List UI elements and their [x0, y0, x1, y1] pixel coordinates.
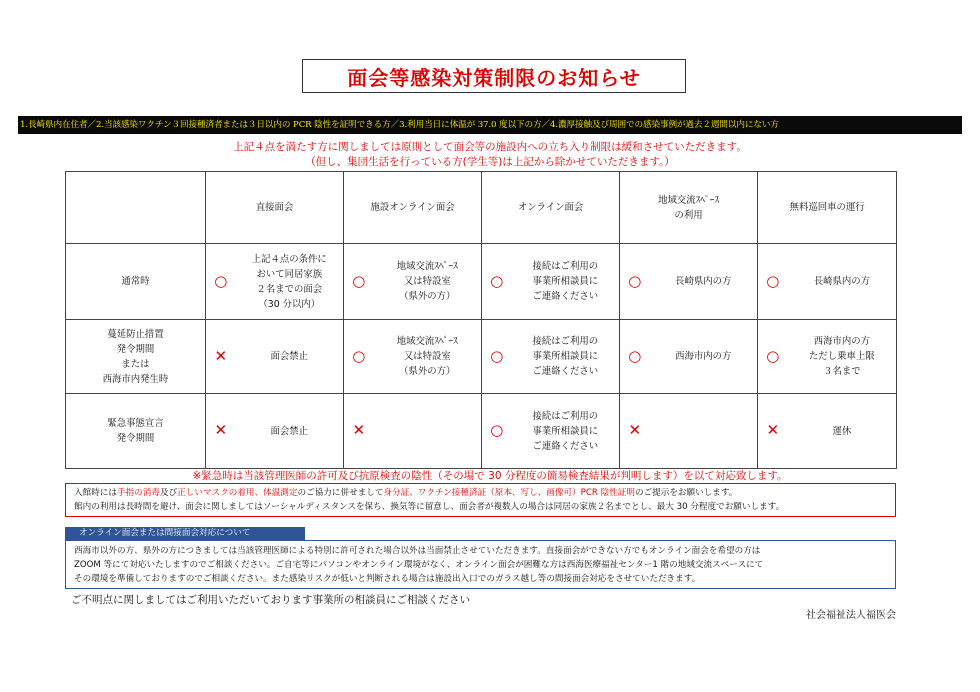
mark-cell [344, 320, 374, 394]
row-label: 蔓延防止措置 発令期間 または 西海市内発生時 [66, 320, 206, 394]
mark-cell [620, 244, 650, 320]
prohibited-mark-icon: ✕ [352, 421, 366, 439]
allowed-mark-icon: ○ [352, 346, 366, 365]
allowed-mark-icon: ○ [628, 346, 642, 365]
online-line-3: その環境を準備しておりますのでご相談ください。また感染リスクが低いと判断される場合は施設出入口でのガラス越し等の間接面会対応をさせていただきます。 [74, 574, 701, 584]
allowed-mark-icon: ○ [766, 346, 780, 365]
allowed-mark-icon: ○ [490, 346, 504, 365]
mark-cell [758, 394, 788, 469]
cell-text [374, 394, 482, 469]
column-header: 直接面会 [206, 172, 344, 244]
mark-cell [482, 244, 512, 320]
notice-highlight: 手指の消毒 [116, 488, 160, 498]
cell-text: 面会禁止 [236, 320, 344, 394]
allowed-mark-icon: ○ [214, 271, 228, 290]
online-section-box [65, 540, 896, 589]
column-header: 無料巡回車の運行 [758, 172, 897, 244]
mark-cell [344, 244, 374, 320]
cell-text: 面会禁止 [236, 394, 344, 469]
cell-text: 運休 [788, 394, 897, 469]
cell-text: 接続はご利用の 事業所相談員に ご連絡ください [512, 394, 620, 469]
mark-cell [344, 394, 374, 469]
cell-text: 長崎県内の方 [788, 244, 897, 320]
cell-text: 上記４点の条件に おいて同居家族 ２名までの面会 （30 分以内） [236, 244, 344, 320]
mark-cell [758, 320, 788, 394]
mark-cell [482, 394, 512, 469]
emergency-note: ※緊急時は当該管理医師の許可及び抗原検査の陰性（その場で 30 分程度の簡易検査結果が判明します）を以て対応致します。 [192, 470, 788, 482]
table-row [66, 394, 897, 469]
allowed-mark-icon: ○ [352, 271, 366, 290]
notice-text: のご協力に併せまして [297, 488, 384, 498]
column-header: オンライン面会 [482, 172, 620, 244]
prohibited-mark-icon: ✕ [628, 421, 642, 439]
cell-text: 西海市内の方 ただし乗車上限 ３名まで [788, 320, 897, 394]
prohibited-mark-icon: ✕ [214, 346, 228, 365]
online-line-1: 西海市以外の方、県外の方につきましては当該管理医師による特別に許可された場合以外は当面禁止させていただきます。直接面会ができない方でもオンライン面会を希望の方は [74, 546, 761, 556]
cell-text: 地域交流ｽﾍﾟｰｽ 又は特設室 （県外の方） [374, 320, 482, 394]
notice-highlight: 身分証、ワクチン接種済証（原本、写し、画像可）PCR 陰性証明 [383, 488, 635, 498]
row-label: 通常時 [66, 244, 206, 320]
intro-line-1: 上記４点を満たす方に関しましては原則として面会等の施設内への立ち入り制限は緩和させていただきます。 [233, 141, 747, 153]
footer-question: ご不明点に関しましてはご利用いただいております事業所の相談員にご相談ください [71, 594, 470, 606]
footer-organization: 社会福祉法人福医会 [806, 610, 896, 621]
notice-text: 及び [159, 488, 178, 498]
notice-highlight: 正しいマスクの着用、体温測定 [177, 488, 298, 498]
cell-text: 地域交流ｽﾍﾟｰｽ 又は特設室 （県外の方） [374, 244, 482, 320]
mark-cell [758, 244, 788, 320]
cell-text: 西海市内の方 [650, 320, 758, 394]
page-title: 面会等感染対策制限のお知らせ [302, 59, 686, 93]
allowed-mark-icon: ○ [628, 271, 642, 290]
notice-text: のご提示をお願いします。 [634, 488, 738, 498]
mark-cell [482, 320, 512, 394]
allowed-mark-icon: ○ [766, 271, 780, 290]
mark-cell [206, 394, 236, 469]
conditions-bar: 1.長崎県内在住者／2.当該感染ワクチン３回接種済者または３日以内の PCR 陰性を証明できる方／3.利用当日に体温が 37.0 度以下の方／4.濃厚接触及び周囲での感染事例が過去２週間以内にない方 [18, 116, 962, 134]
restriction-table [65, 171, 897, 469]
table-header-row [66, 172, 897, 244]
notice-text: 入館時には [74, 488, 117, 498]
mark-cell [620, 320, 650, 394]
cell-text [650, 394, 758, 469]
mark-cell [620, 394, 650, 469]
column-header: 地域交流ｽﾍﾟｰｽ の利用 [620, 172, 758, 244]
online-line-2: ZOOM 等にて対応いたしますのでご相談ください。ご自宅等にパソコンやオンライン環境がなく、オンライン面会が困難な方は西海医療福祉センター1 階の地域交流スペースにて [74, 560, 764, 570]
mark-cell [206, 244, 236, 320]
table-row [66, 244, 897, 320]
row-label: 緊急事態宣言 発令期間 [66, 394, 206, 469]
allowed-mark-icon: ○ [490, 271, 504, 290]
cell-text: 長崎県内の方 [650, 244, 758, 320]
mark-cell [206, 320, 236, 394]
cell-text: 接続はご利用の 事業所相談員に ご連絡ください [512, 244, 620, 320]
online-section-header: オンライン面会または間接面会対応について [65, 527, 305, 540]
entry-notice-line-2: 館内の利用は長時間を避け、面会に関しましてはソーシャルディスタンスを保ち、換気等に留意し、面会者が複数人の場合は同居の家族２名までとし、最大 30 分程度でお願いします。 [74, 502, 785, 512]
intro-line-2: （但し、集団生活を行っている方(学生等)は上記から除かせていただきます。） [305, 156, 675, 168]
allowed-mark-icon: ○ [490, 421, 504, 439]
prohibited-mark-icon: ✕ [214, 421, 228, 439]
prohibited-mark-icon: ✕ [766, 421, 780, 439]
entry-notice-line-1 [74, 486, 887, 500]
cell-text: 接続はご利用の 事業所相談員に ご連絡ください [512, 320, 620, 394]
entry-notice-box [65, 483, 896, 517]
column-header: 施設オンライン面会 [344, 172, 482, 244]
table-row [66, 320, 897, 394]
table-corner-cell [66, 172, 206, 244]
